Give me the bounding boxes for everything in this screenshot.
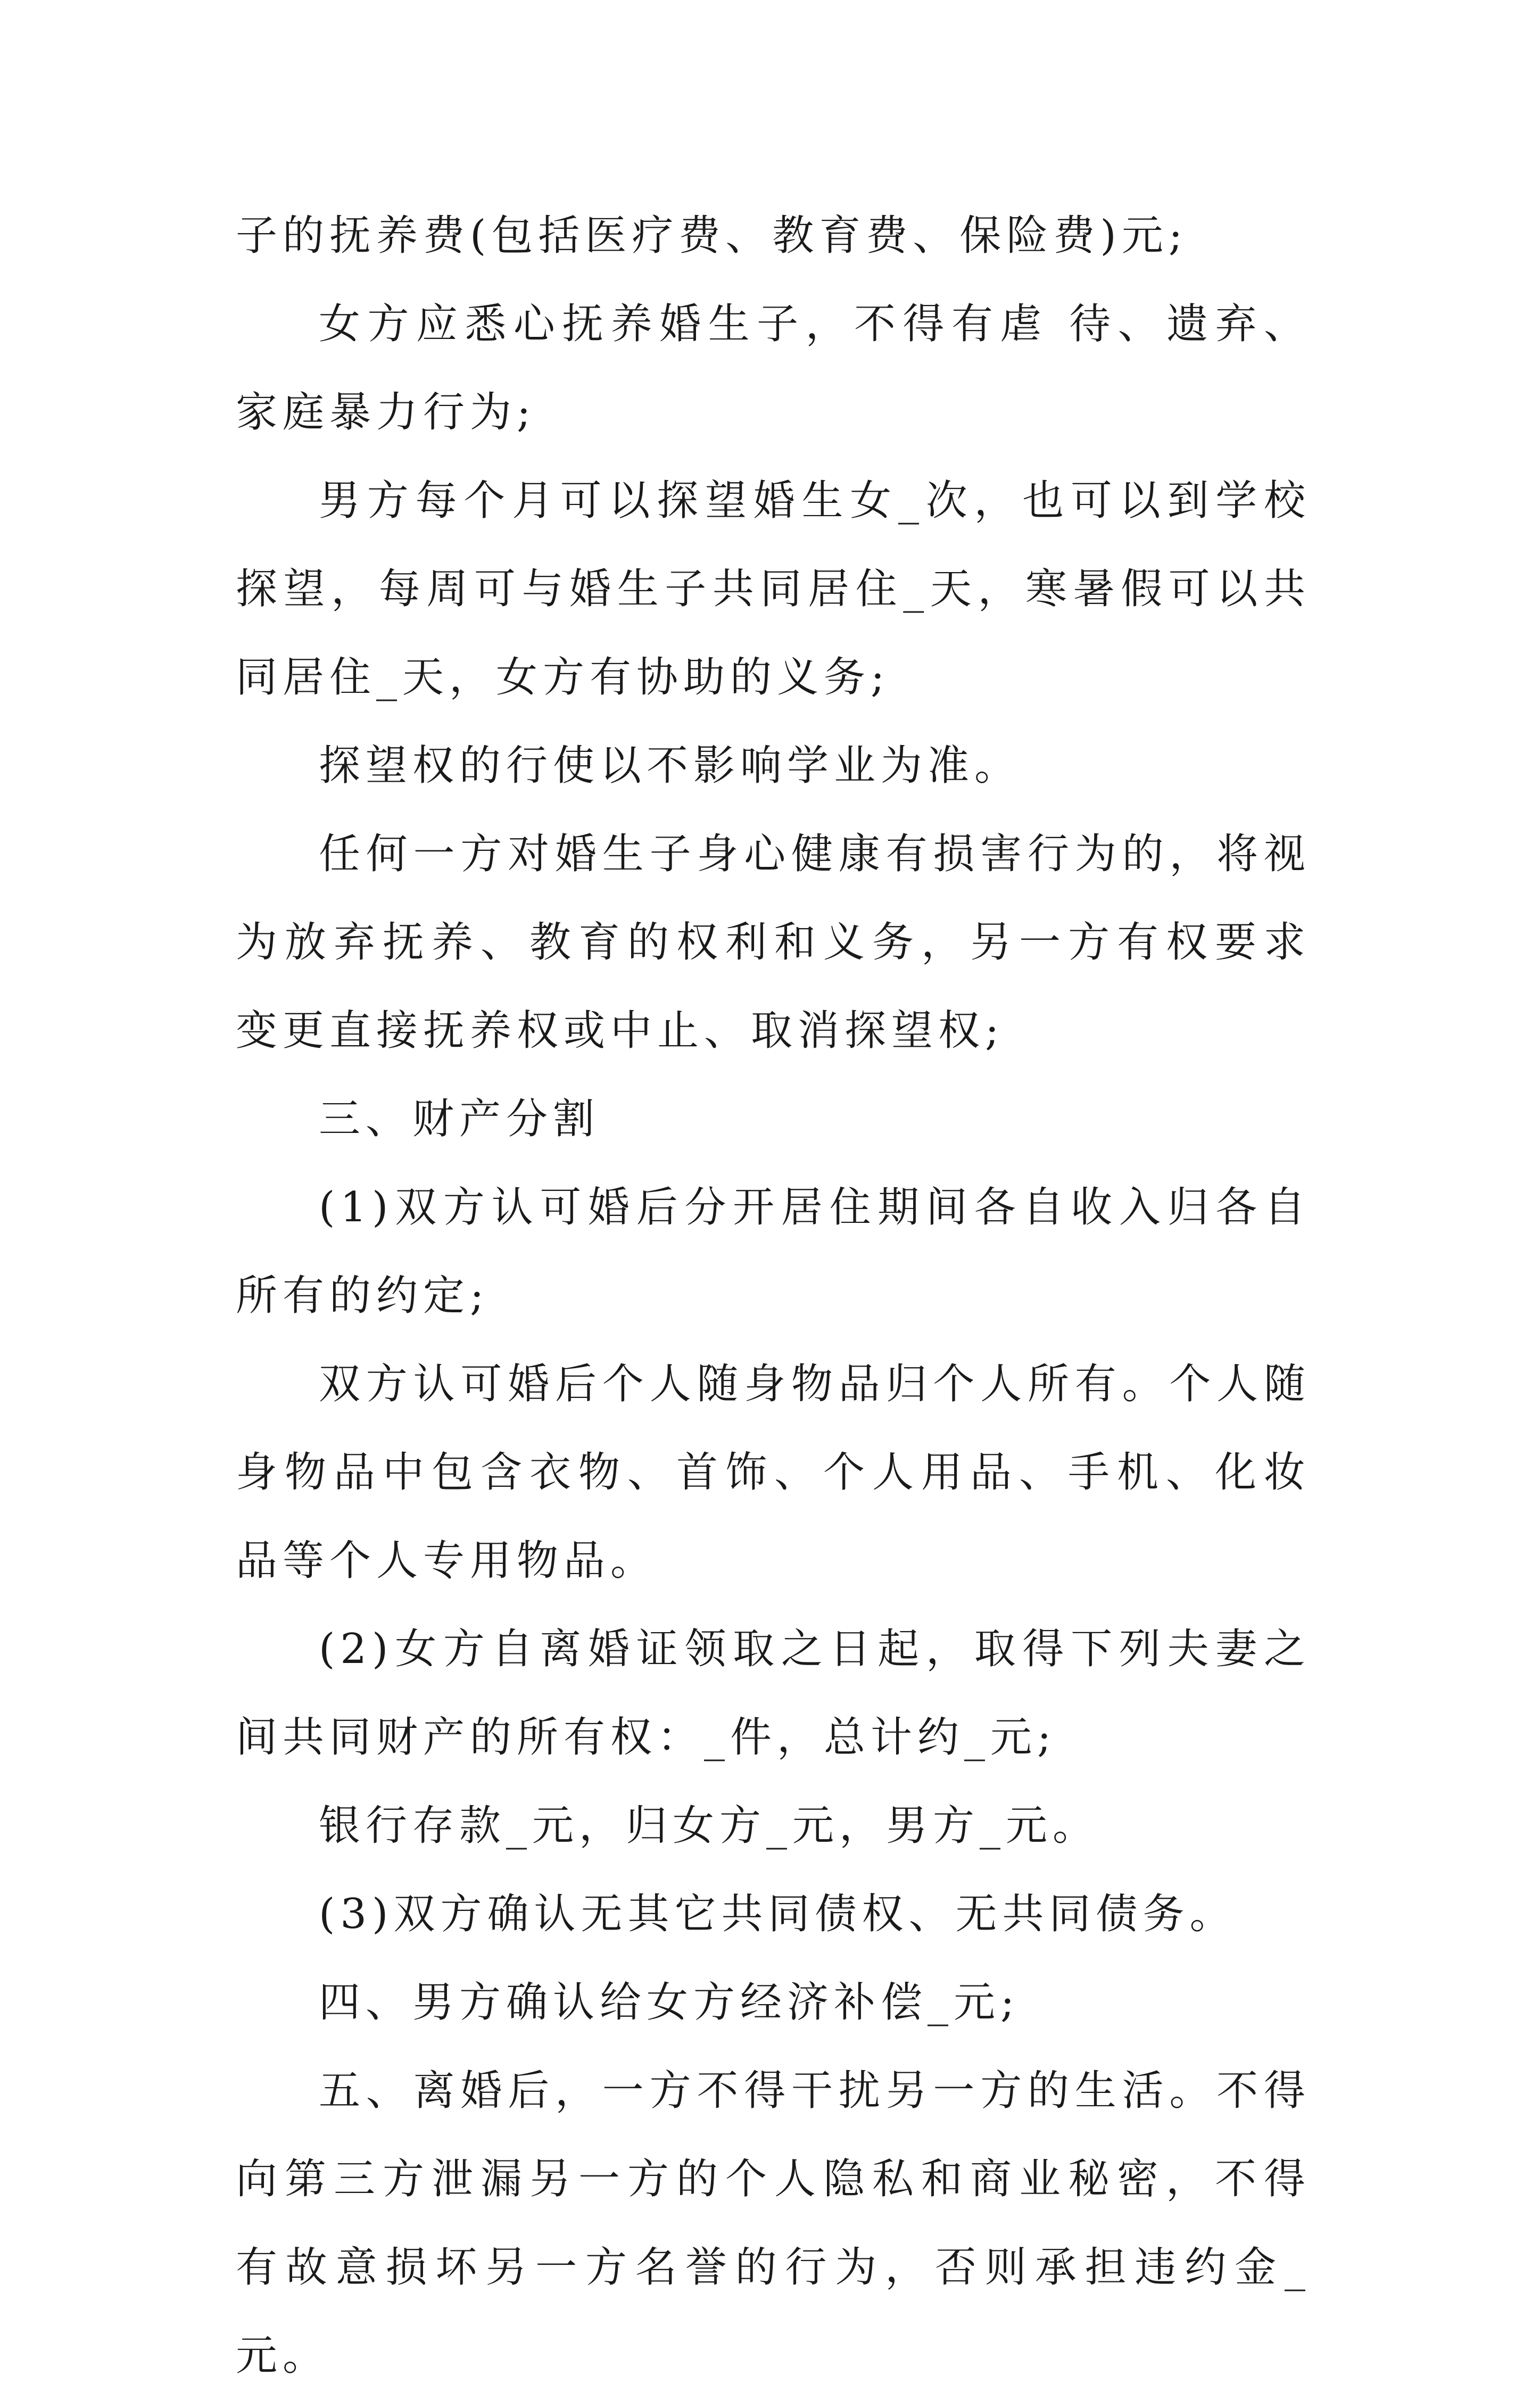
paragraph-bank-deposit: 银行存款_元，归女方_元，男方_元。 [319, 1802, 1100, 1850]
paragraph-property-3: (3)双方确认无其它共同债权、无共同债务。 [319, 1890, 1237, 1938]
paragraph-property-1: (1)双方认可婚后分开居住期间各自收入归各自所有的约定; [236, 1184, 1311, 1320]
paragraph-continuation: 子的抚养费(包括医疗费、教育费、保险费)元; [236, 212, 1188, 260]
section-heading-non-interference: 五、离婚后，一方不得干扰另一方的生活。不得向第三方泄漏另一方的个人隐私和商业秘密，不得有故意损坏另一方名誉的行为，否则承担违约金_元。 [236, 2067, 1311, 2380]
paragraph-harm-clause: 任何一方对婚生子身心健康有损害行为的，将视为放弃抚养、教育的权利和义务，另一方有权要求变更直接抚养权或中止、取消探望权; [236, 830, 1311, 1055]
paragraph-upbringing-duty: 女方应悉心抚养婚生子，不得有虐 待、遗弃、家庭暴力行为; [236, 300, 1311, 436]
paragraph-property-2: (2)女方自离婚证领取之日起，取得下列夫妻之间共同财产的所有权：_件，总计约_元; [236, 1625, 1311, 1761]
paragraph-visitation-schedule: 男方每个月可以探望婚生女_次，也可以到学校探望，每周可与婚生子共同居住_天，寒暑假可以共同居住_天，女方有协助的义务; [236, 477, 1311, 701]
section-heading-compensation: 四、男方确认给女方经济补偿_元; [319, 1979, 1020, 2026]
paragraph-personal-items: 双方认可婚后个人随身物品归个人所有。个人随身物品中包含衣物、首饰、个人用品、手机、化妆品等个人专用物品。 [236, 1360, 1311, 1585]
paragraph-visitation-limit: 探望权的行使以不影响学业为准。 [319, 742, 1022, 790]
document-body [236, 192, 1311, 2400]
section-heading-property: 三、财产分割 [319, 1095, 600, 1143]
